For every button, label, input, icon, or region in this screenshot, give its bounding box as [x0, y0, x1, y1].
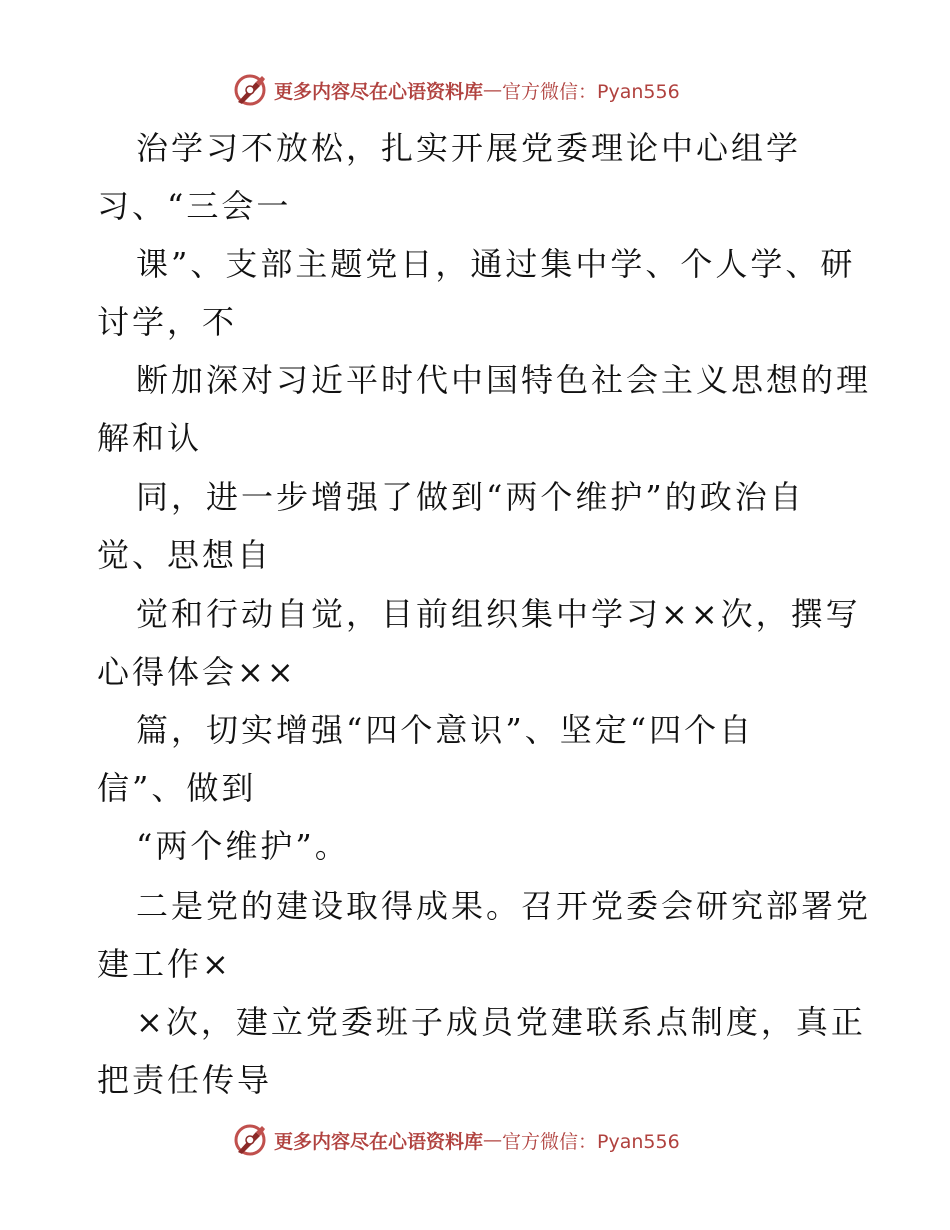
header-separator: —: [483, 79, 503, 101]
body-line: 觉、思想自: [97, 536, 273, 574]
pen-logo-icon: [232, 72, 268, 108]
body-line: 建工作×: [97, 945, 232, 983]
body-line: 治学习不放松，扎实开展党委理论中心组学: [136, 129, 802, 167]
header-wechat-label: 官方微信：Pyan556: [502, 80, 680, 103]
body-line: ×次，建立党委班子成员党建联系点制度，真正: [136, 1003, 866, 1041]
body-line: 同，进一步增强了做到“两个维护”的政治自: [136, 478, 805, 516]
body-line: 信”、做到: [97, 769, 257, 807]
footer-separator: —: [483, 1129, 503, 1151]
body-line: 篇，切实增强“四个意识”、坚定“四个自: [136, 711, 755, 749]
footer-banner: [232, 1120, 680, 1160]
body-line: 解和认: [97, 419, 203, 457]
body-line: 觉和行动自觉，目前组织集中学习××次，撰写: [136, 595, 861, 633]
footer-site-text: 更多内容尽在心语资料库: [274, 1130, 484, 1153]
body-line: 课”、支部主题党日，通过集中学、个人学、研: [136, 245, 856, 283]
header-banner: [232, 70, 680, 110]
pen-logo-icon: [232, 1122, 268, 1158]
body-line: 把责任传导: [97, 1061, 273, 1099]
body-line: 二是党的建设取得成果。召开党委会研究部署党: [136, 887, 872, 925]
footer-wechat-label: 官方微信：Pyan556: [502, 1130, 680, 1153]
body-line: 习、“三会一: [97, 187, 292, 225]
body-line: 讨学，不: [97, 303, 238, 341]
body-line: 断加深对习近平时代中国特色社会主义思想的理: [136, 361, 872, 399]
header-site-text: 更多内容尽在心语资料库: [274, 80, 484, 103]
body-line: “两个维护”。: [136, 827, 350, 865]
body-line: 心得体会××: [97, 653, 297, 691]
